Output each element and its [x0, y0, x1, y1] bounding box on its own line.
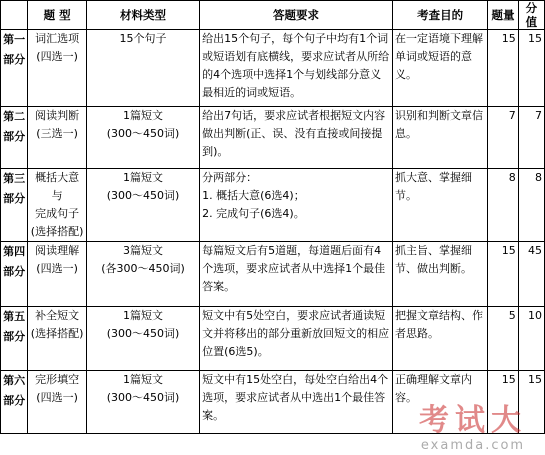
material-length: (300～450词) [106, 327, 180, 340]
requirement-cell: 给出15个句子，每个句子中均有1个词或短语划有底横线，要求应试者从所给的4个选项中选择1个与划线部分意义最相近的词或短语。 [200, 30, 393, 107]
table-row [1, 30, 545, 107]
requirement-cell: 给出7句话，要求应试者根据短文内容做出判断(正、误、没有直接或间接提到)。 [200, 107, 393, 169]
header-score: 分值 [518, 1, 544, 30]
qtype-cell [28, 371, 87, 434]
header-part [1, 1, 28, 30]
part-cell [1, 30, 28, 107]
material-text: 3篇短文 [123, 244, 164, 257]
requirement-line: 1. 概括大意(6选4)； [202, 189, 305, 202]
part-label: 部分 [3, 265, 26, 278]
objective-cell: 识别和判断文章信息。 [392, 107, 487, 169]
objective-cell: 抓大意、掌握细节。 [392, 169, 487, 242]
requirement-cell [200, 169, 393, 242]
objective-cell: 把握文章结构、作者思路。 [392, 307, 487, 371]
score-cell: 15 [518, 30, 544, 107]
qtype-name: 阅读判断 [35, 109, 80, 122]
score-cell: 7 [518, 107, 544, 169]
count-cell: 15 [488, 371, 518, 434]
part-number: 第六 [3, 374, 26, 387]
header-material: 材料类型 [86, 1, 199, 30]
qtype-cell [28, 242, 87, 307]
watermark-main-text: 考试大 [419, 403, 527, 438]
count-cell: 8 [488, 169, 518, 242]
part-number: 第五 [3, 310, 26, 323]
requirement-cell: 短文中有5处空白，要求应试者通读短文并将移出的部分重新放回短文的相应位置(6选5)。 [200, 307, 393, 371]
qtype-cell [28, 30, 87, 107]
table-row [1, 169, 545, 242]
count-cell: 15 [488, 30, 518, 107]
qtype-choice: (选择搭配) [30, 225, 84, 238]
qtype-name: 完形填空 [35, 373, 80, 386]
qtype-name: 概括大意与 [35, 171, 80, 202]
qtype-name: 词汇选项 [35, 32, 80, 45]
count-cell: 15 [488, 242, 518, 307]
objective-cell: 抓主旨、掌握细节、做出判断。 [392, 242, 487, 307]
material-length: (300～450词) [106, 127, 180, 140]
score-cell: 45 [518, 242, 544, 307]
score-cell: 8 [518, 169, 544, 242]
part-cell [1, 371, 28, 434]
part-number: 第三 [3, 172, 26, 185]
table-row [1, 307, 545, 371]
material-length: (300～450词) [106, 391, 180, 404]
material-cell [86, 371, 199, 434]
material-text: 1篇短文 [123, 171, 164, 184]
watermark-domain-text: examda.com [420, 438, 526, 453]
table-row [1, 242, 545, 307]
material-cell [86, 30, 199, 107]
part-cell [1, 242, 28, 307]
requirement-cell: 每篇短文后有5道题，每道题后面有4个选项，要求应试者从中选择1个最佳答案。 [200, 242, 393, 307]
objective-cell: 在一定语境下理解单词或短语的意义。 [392, 30, 487, 107]
table-row [1, 107, 545, 169]
part-label: 部分 [3, 330, 26, 343]
header-requirement: 答题要求 [200, 1, 393, 30]
part-cell [1, 169, 28, 242]
material-text: 15个句子 [119, 32, 167, 45]
material-length: (300～450词) [106, 189, 180, 202]
requirement-cell: 短文中有15处空白，每处空白给出4个选项，要求应试者从中选出1个最佳答案。 [200, 371, 393, 434]
qtype-choice: (四选一) [36, 391, 78, 404]
part-cell [1, 307, 28, 371]
part-number: 第二 [3, 110, 26, 123]
qtype-choice: (三选一) [36, 127, 78, 140]
requirement-line: 2. 完成句子(6选4)。 [202, 207, 305, 220]
material-text: 1篇短文 [123, 373, 164, 386]
qtype-name-2: 完成句子 [35, 207, 80, 220]
material-text: 1篇短文 [123, 109, 164, 122]
qtype-cell [28, 307, 87, 371]
part-label: 部分 [3, 130, 26, 143]
qtype-choice: (选择搭配) [30, 327, 84, 340]
part-label: 部分 [3, 192, 26, 205]
part-number: 第一 [3, 33, 26, 46]
score-cell: 10 [518, 307, 544, 371]
qtype-choice: (四选一) [36, 262, 78, 275]
qtype-cell [28, 107, 87, 169]
qtype-cell [28, 169, 87, 242]
part-label: 部分 [3, 53, 26, 66]
material-cell [86, 169, 199, 242]
objective-cell: 正确理解文章内容。 [392, 371, 487, 434]
material-length: (各300～450词) [101, 262, 185, 275]
header-count: 题量 [488, 1, 518, 30]
table-row [1, 371, 545, 434]
qtype-choice: (四选一) [36, 50, 78, 63]
qtype-name: 补全短文 [35, 309, 80, 322]
count-cell: 5 [488, 307, 518, 371]
part-label: 部分 [3, 394, 26, 407]
header-qtype: 题 型 [28, 1, 87, 30]
header-objective: 考查目的 [392, 1, 487, 30]
material-cell [86, 107, 199, 169]
score-cell: 15 [518, 371, 544, 434]
qtype-name: 阅读理解 [35, 244, 80, 257]
requirement-line: 分两部分： [202, 171, 258, 184]
material-text: 1篇短文 [123, 309, 164, 322]
part-cell [1, 107, 28, 169]
part-number: 第四 [3, 245, 26, 258]
header-row [1, 1, 545, 30]
material-cell [86, 307, 199, 371]
count-cell: 7 [488, 107, 518, 169]
material-cell [86, 242, 199, 307]
